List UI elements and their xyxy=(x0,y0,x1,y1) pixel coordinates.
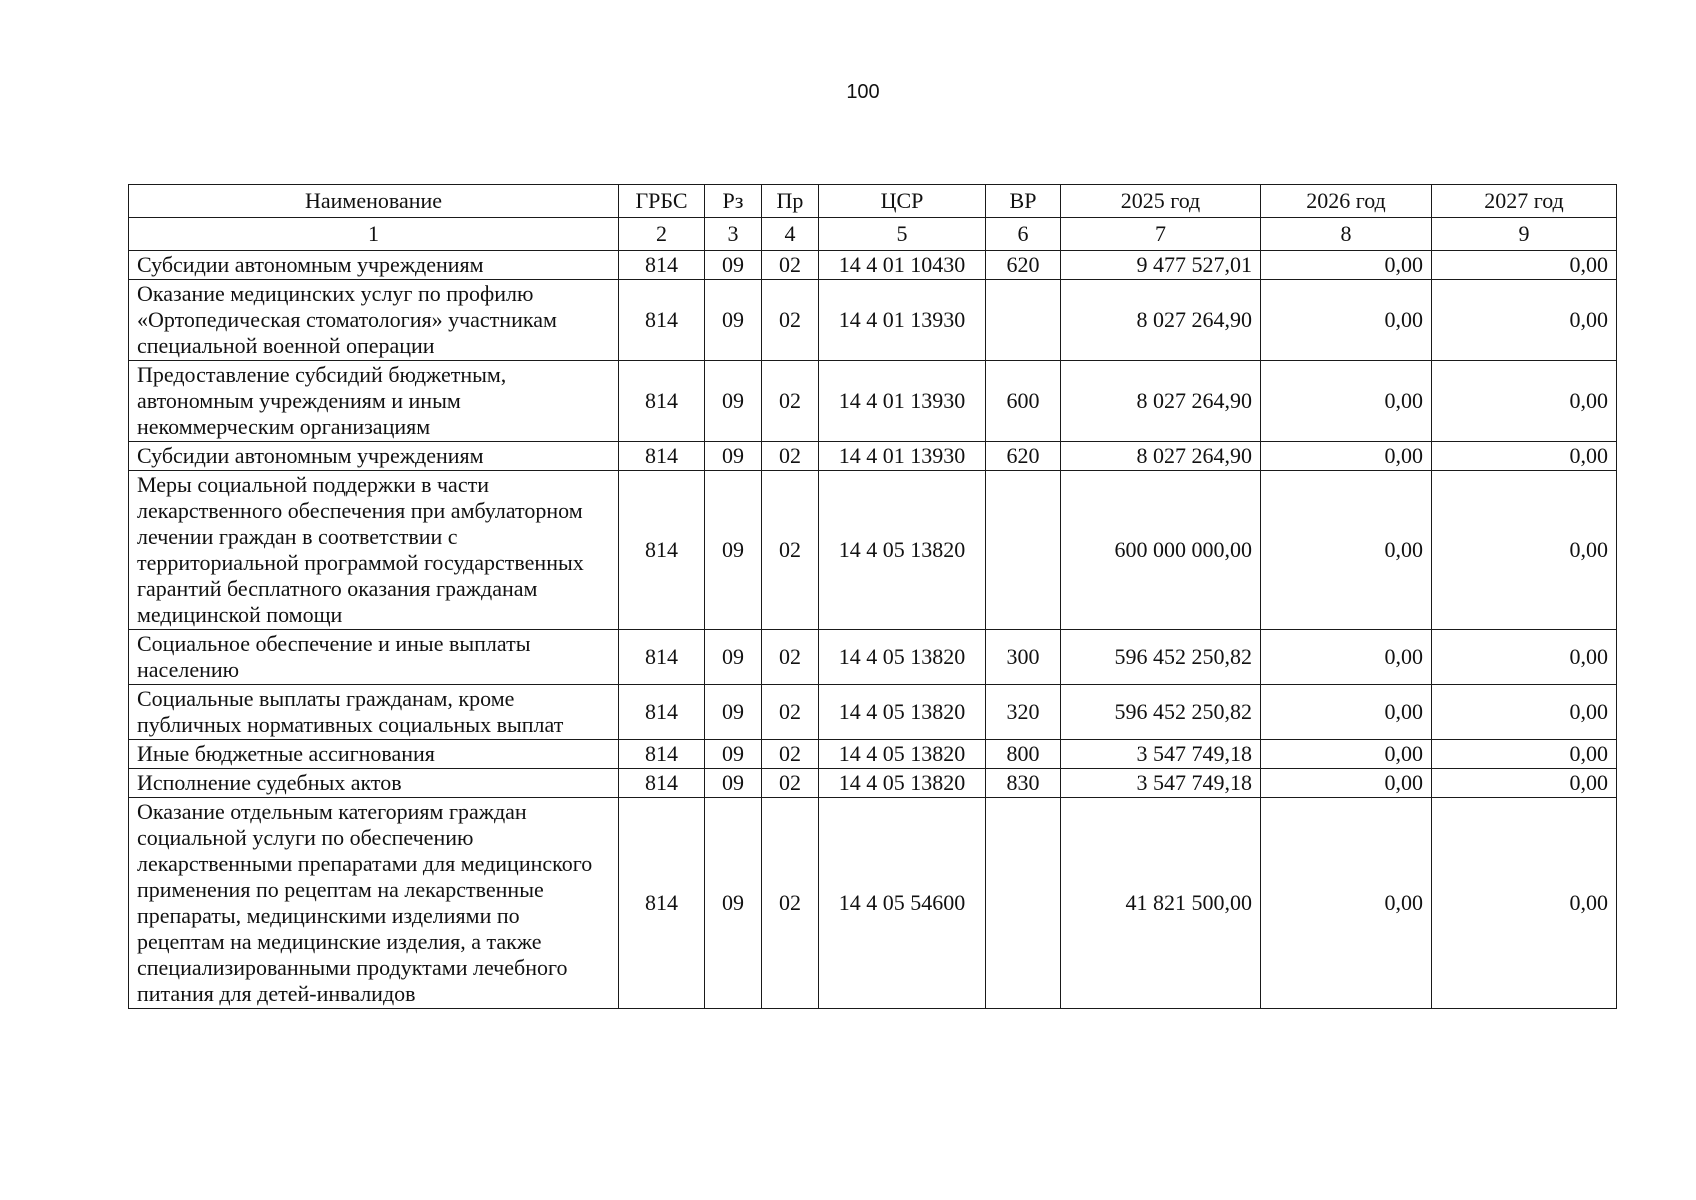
cell-pr: 02 xyxy=(762,280,819,361)
cell-name: Оказание отдельным категориям граждан социальной услуги по обеспечению лекарственными препаратами для медицинского применения по рецептам на лекарственные препараты, медицинскими изделиями по рецептам на медицинские изделия, а также специализированными продуктами лечебного питания для детей-инвалидов xyxy=(129,798,619,1009)
cell-vr: 620 xyxy=(986,251,1061,280)
cell-2027: 0,00 xyxy=(1432,630,1617,685)
cell-grbs: 814 xyxy=(619,251,705,280)
column-number-cell: 1 xyxy=(129,218,619,251)
cell-2025: 3 547 749,18 xyxy=(1061,740,1261,769)
header-cell: Пр xyxy=(762,185,819,218)
cell-2026: 0,00 xyxy=(1261,630,1432,685)
cell-csr: 14 4 05 13820 xyxy=(819,740,986,769)
cell-2025: 596 452 250,82 xyxy=(1061,630,1261,685)
cell-vr xyxy=(986,798,1061,1009)
cell-name: Социальные выплаты гражданам, кроме публичных нормативных социальных выплат xyxy=(129,685,619,740)
column-number-cell: 6 xyxy=(986,218,1061,251)
cell-grbs: 814 xyxy=(619,361,705,442)
table-row xyxy=(129,769,1617,798)
cell-pr: 02 xyxy=(762,630,819,685)
table-row xyxy=(129,798,1617,1009)
cell-grbs: 814 xyxy=(619,471,705,630)
cell-2027: 0,00 xyxy=(1432,685,1617,740)
budget-table xyxy=(128,184,1617,1009)
cell-csr: 14 4 05 13820 xyxy=(819,471,986,630)
cell-vr: 620 xyxy=(986,442,1061,471)
cell-2027: 0,00 xyxy=(1432,471,1617,630)
cell-rz: 09 xyxy=(705,769,762,798)
page-number: 100 xyxy=(846,81,880,103)
cell-2026: 0,00 xyxy=(1261,685,1432,740)
cell-grbs: 814 xyxy=(619,798,705,1009)
cell-grbs: 814 xyxy=(619,630,705,685)
header-cell: ВР xyxy=(986,185,1061,218)
cell-2026: 0,00 xyxy=(1261,769,1432,798)
cell-vr xyxy=(986,280,1061,361)
column-number-row xyxy=(129,218,1617,251)
header-cell: Рз xyxy=(705,185,762,218)
cell-name: Субсидии автономным учреждениям xyxy=(129,442,619,471)
header-cell: 2027 год xyxy=(1432,185,1617,218)
cell-pr: 02 xyxy=(762,471,819,630)
table-body xyxy=(129,185,1617,1009)
cell-2026: 0,00 xyxy=(1261,361,1432,442)
cell-grbs: 814 xyxy=(619,442,705,471)
cell-pr: 02 xyxy=(762,251,819,280)
table-row xyxy=(129,280,1617,361)
cell-pr: 02 xyxy=(762,798,819,1009)
table-row xyxy=(129,442,1617,471)
column-number-cell: 8 xyxy=(1261,218,1432,251)
cell-vr: 300 xyxy=(986,630,1061,685)
cell-name: Оказание медицинских услуг по профилю «Ортопедическая стоматология» участникам специальной военной операции xyxy=(129,280,619,361)
cell-2025: 8 027 264,90 xyxy=(1061,442,1261,471)
cell-grbs: 814 xyxy=(619,769,705,798)
cell-2027: 0,00 xyxy=(1432,251,1617,280)
column-number-cell: 9 xyxy=(1432,218,1617,251)
cell-csr: 14 4 05 13820 xyxy=(819,769,986,798)
cell-2026: 0,00 xyxy=(1261,471,1432,630)
cell-2025: 600 000 000,00 xyxy=(1061,471,1261,630)
table-row xyxy=(129,471,1617,630)
header-cell: 2025 год xyxy=(1061,185,1261,218)
table-row xyxy=(129,630,1617,685)
cell-2027: 0,00 xyxy=(1432,740,1617,769)
cell-pr: 02 xyxy=(762,740,819,769)
cell-name: Исполнение судебных актов xyxy=(129,769,619,798)
cell-pr: 02 xyxy=(762,685,819,740)
column-number-cell: 5 xyxy=(819,218,986,251)
table-row xyxy=(129,685,1617,740)
cell-name: Меры социальной поддержки в части лекарственного обеспечения при амбулаторном лечении граждан в соответствии с территориальной программой государственных гарантий бесплатного оказания гражданам медицинской помощи xyxy=(129,471,619,630)
cell-2026: 0,00 xyxy=(1261,280,1432,361)
cell-vr: 830 xyxy=(986,769,1061,798)
header-cell: 2026 год xyxy=(1261,185,1432,218)
header-cell: ГРБС xyxy=(619,185,705,218)
header-row xyxy=(129,185,1617,218)
cell-2026: 0,00 xyxy=(1261,798,1432,1009)
cell-2026: 0,00 xyxy=(1261,251,1432,280)
column-number-cell: 2 xyxy=(619,218,705,251)
cell-2027: 0,00 xyxy=(1432,361,1617,442)
column-number-cell: 3 xyxy=(705,218,762,251)
cell-2025: 596 452 250,82 xyxy=(1061,685,1261,740)
cell-rz: 09 xyxy=(705,630,762,685)
header-cell: ЦСР xyxy=(819,185,986,218)
cell-csr: 14 4 05 13820 xyxy=(819,630,986,685)
cell-csr: 14 4 01 10430 xyxy=(819,251,986,280)
cell-rz: 09 xyxy=(705,280,762,361)
cell-grbs: 814 xyxy=(619,280,705,361)
cell-grbs: 814 xyxy=(619,740,705,769)
cell-2025: 3 547 749,18 xyxy=(1061,769,1261,798)
header-cell: Наименование xyxy=(129,185,619,218)
cell-2027: 0,00 xyxy=(1432,280,1617,361)
table-row xyxy=(129,251,1617,280)
cell-name: Социальное обеспечение и иные выплаты населению xyxy=(129,630,619,685)
cell-vr: 800 xyxy=(986,740,1061,769)
cell-csr: 14 4 01 13930 xyxy=(819,442,986,471)
cell-2025: 9 477 527,01 xyxy=(1061,251,1261,280)
cell-rz: 09 xyxy=(705,740,762,769)
table-row xyxy=(129,361,1617,442)
cell-pr: 02 xyxy=(762,442,819,471)
cell-rz: 09 xyxy=(705,251,762,280)
cell-rz: 09 xyxy=(705,471,762,630)
column-number-cell: 7 xyxy=(1061,218,1261,251)
cell-csr: 14 4 05 54600 xyxy=(819,798,986,1009)
cell-pr: 02 xyxy=(762,769,819,798)
cell-name: Иные бюджетные ассигнования xyxy=(129,740,619,769)
cell-2025: 8 027 264,90 xyxy=(1061,361,1261,442)
cell-vr: 600 xyxy=(986,361,1061,442)
cell-csr: 14 4 05 13820 xyxy=(819,685,986,740)
cell-vr xyxy=(986,471,1061,630)
cell-2027: 0,00 xyxy=(1432,769,1617,798)
cell-name: Предоставление субсидий бюджетным, автономным учреждениям и иным некоммерческим организациям xyxy=(129,361,619,442)
cell-name: Субсидии автономным учреждениям xyxy=(129,251,619,280)
cell-csr: 14 4 01 13930 xyxy=(819,280,986,361)
table-row xyxy=(129,740,1617,769)
cell-rz: 09 xyxy=(705,798,762,1009)
column-number-cell: 4 xyxy=(762,218,819,251)
cell-2026: 0,00 xyxy=(1261,442,1432,471)
cell-rz: 09 xyxy=(705,442,762,471)
cell-csr: 14 4 01 13930 xyxy=(819,361,986,442)
cell-pr: 02 xyxy=(762,361,819,442)
cell-rz: 09 xyxy=(705,685,762,740)
cell-vr: 320 xyxy=(986,685,1061,740)
cell-2025: 41 821 500,00 xyxy=(1061,798,1261,1009)
cell-2027: 0,00 xyxy=(1432,798,1617,1009)
cell-2025: 8 027 264,90 xyxy=(1061,280,1261,361)
cell-rz: 09 xyxy=(705,361,762,442)
cell-2026: 0,00 xyxy=(1261,740,1432,769)
cell-2027: 0,00 xyxy=(1432,442,1617,471)
cell-grbs: 814 xyxy=(619,685,705,740)
